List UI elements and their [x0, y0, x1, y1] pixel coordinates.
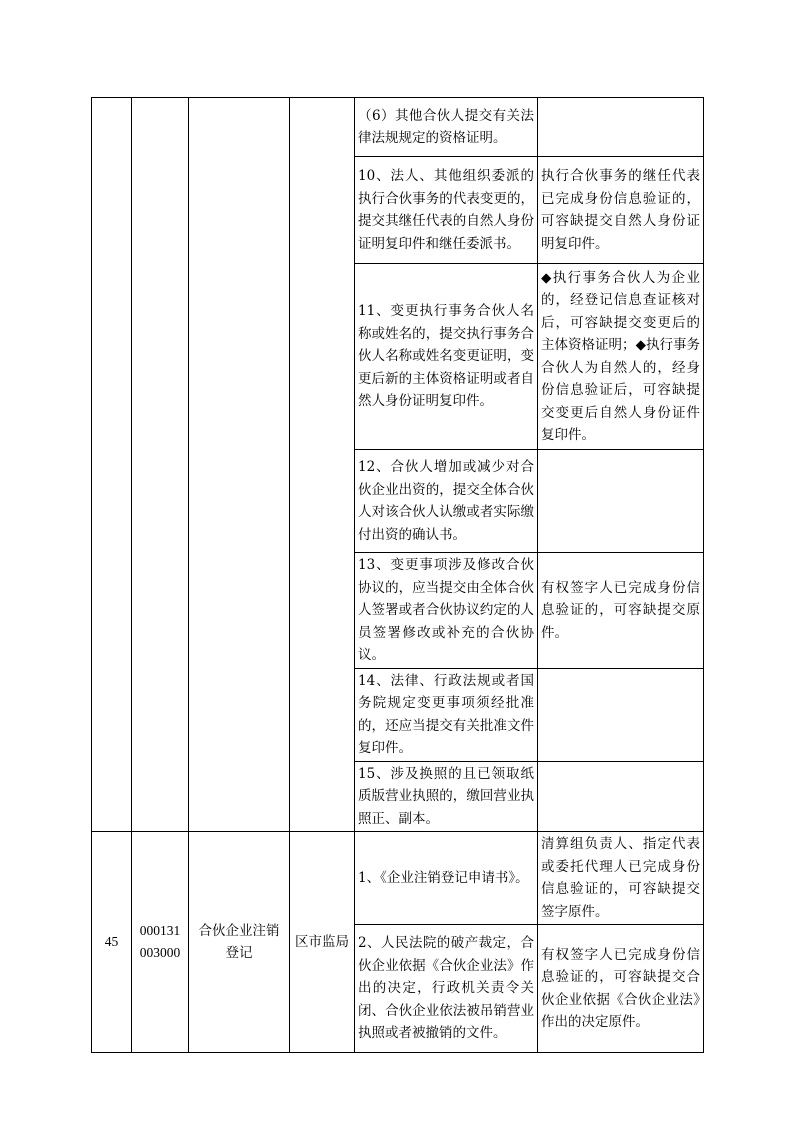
- item-code-line-2: 003000: [139, 945, 181, 960]
- note-cell: ◆执行事务合伙人为企业的，经登记信息查证核对后，可容缺提交变更后的主体资格证明；◆执行事务合伙人为自然人的，经身份信息验证后，可容缺提交变更后自然人身份证件复印件。: [538, 264, 704, 450]
- material-cell: 12、合伙人增加或减少对合伙企业出资的，提交全体合伙人对该合伙人认缴或者实际缴付出资的确认书。: [355, 450, 538, 553]
- empty-code-cell: [132, 98, 189, 832]
- table-row: [92, 98, 704, 157]
- service-items-table: [91, 97, 704, 1053]
- material-cell: 1、《企业注销登记申请书》。: [355, 832, 538, 925]
- note-cell: [538, 450, 704, 553]
- table-row-item-45: [92, 832, 704, 925]
- material-cell: 11、变更执行事务合伙人名称或姓名的，提交执行事务合伙人名称或姓名变更证明，变更后新的主体资格证明或者自然人身份证明复印件。: [355, 264, 538, 450]
- item-number: 45: [92, 832, 132, 1053]
- material-cell: 13、变更事项涉及修改合伙协议的，应当提交由全体合伙人签署或者合伙协议约定的人员签署修改或补充的合伙协议。: [355, 553, 538, 669]
- material-cell: 10、法人、其他组织委派的执行合伙事务的代表变更的，提交其继任代表的自然人身份证明复印件和继任委派书。: [355, 157, 538, 264]
- note-cell: [538, 668, 704, 761]
- note-cell: 清算组负责人、指定代表或委托代理人已完成身份信息验证的，可容缺提交签字原件。: [538, 832, 704, 925]
- empty-number-cell: [92, 98, 132, 832]
- note-cell: 执行合伙事务的继任代表已完成身份信息验证的，可容缺提交自然人身份证明复印件。: [538, 157, 704, 264]
- item-department: 区市监局: [290, 832, 355, 1053]
- note-cell: 有权签字人已完成身份信息验证的，可容缺提交合伙企业依据《合伙企业法》作出的决定原件。: [538, 925, 704, 1053]
- note-cell: 有权签字人已完成身份信息验证的，可容缺提交原件。: [538, 553, 704, 669]
- item-code-line-1: 000131: [139, 922, 181, 938]
- item-code: [132, 832, 189, 1053]
- material-cell: 2、人民法院的破产裁定，合伙企业依据《合伙企业法》作出的决定，行政机关责令关闭、合伙企业依法被吊销营业执照或者被撤销的文件。: [355, 925, 538, 1053]
- item-name: 合伙企业注销登记: [189, 832, 290, 1053]
- note-cell: [538, 761, 704, 832]
- empty-name-cell: [189, 98, 290, 832]
- material-cell: 15、涉及换照的且已领取纸质版营业执照的，缴回营业执照正、副本。: [355, 761, 538, 832]
- material-cell: 14、法律、行政法规或者国务院规定变更事项须经批准的，还应当提交有关批准文件复印件。: [355, 668, 538, 761]
- note-cell: [538, 98, 704, 157]
- empty-dept-cell: [290, 98, 355, 832]
- material-cell: （6）其他合伙人提交有关法律法规规定的资格证明。: [355, 98, 538, 157]
